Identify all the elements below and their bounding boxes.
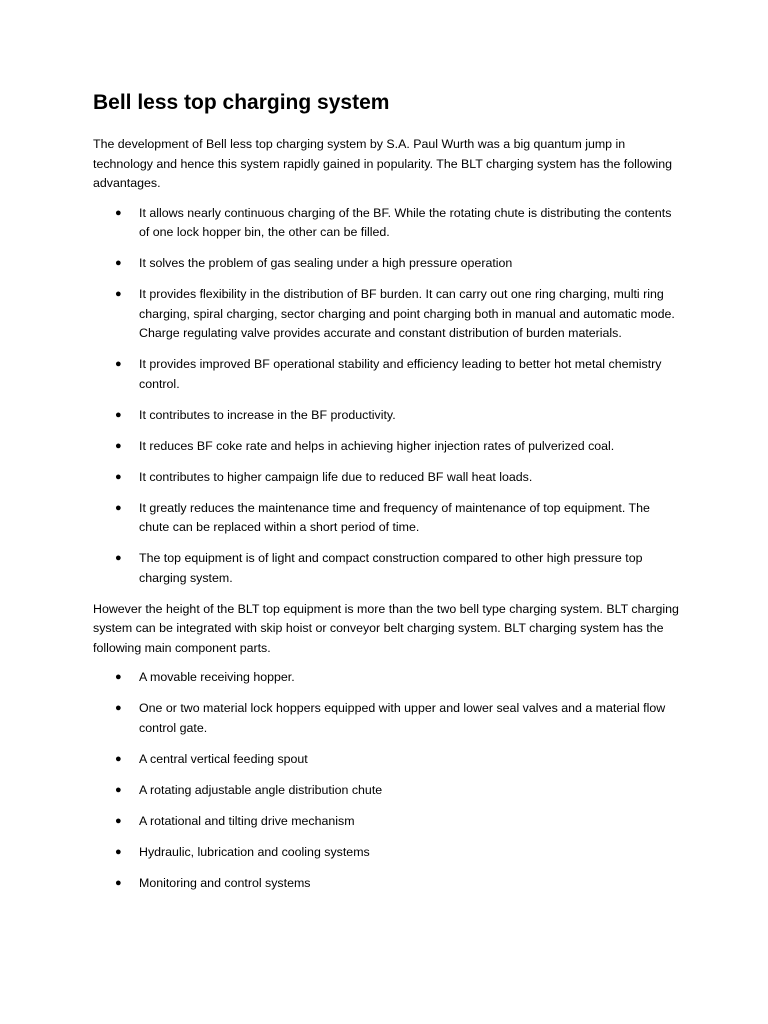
advantage-item-text: It contributes to higher campaign life due to reduced BF wall heat loads.	[139, 469, 533, 484]
advantage-item	[93, 406, 683, 426]
bullet-icon: ●	[115, 501, 122, 514]
bullet-icon: ●	[115, 206, 122, 219]
bullet-icon: ●	[115, 257, 122, 269]
component-item	[93, 750, 683, 770]
bullet-icon: ●	[115, 439, 122, 452]
components-intro-paragraph: However the height of the BLT top equipment is more than the two bell type charging system. BLT charging system can be integrated with skip hoist or conveyor belt charging system. BLT charging system has the following main component parts.	[93, 601, 679, 655]
bullet-icon: ●	[115, 358, 122, 370]
component-item	[93, 874, 683, 894]
advantages-list	[93, 204, 683, 589]
advantage-item-text: It reduces BF coke rate and helps in achieving higher injection rates of pulverized coal.	[139, 438, 615, 453]
advantage-item-text: It solves the problem of gas sealing under a high pressure operation	[139, 256, 513, 270]
advantage-item-text: It allows nearly continuous charging of the BF. While the rotating chute is distributing the contents of one lock hopper bin, the other can be filled.	[139, 205, 672, 239]
advantage-item-text: It contributes to increase in the BF productivity.	[139, 407, 396, 422]
advantage-item	[93, 499, 683, 538]
bullet-icon: ●	[115, 845, 122, 858]
advantage-item-text: The top equipment is of light and compact construction compared to other high pressure top charging system.	[139, 551, 643, 585]
component-item	[93, 843, 683, 863]
bullet-icon: ●	[115, 552, 122, 564]
component-item	[93, 699, 683, 738]
bullet-icon: ●	[115, 288, 122, 300]
advantage-item	[93, 285, 683, 344]
bullet-icon: ●	[115, 783, 122, 796]
advantage-item-text: It provides improved BF operational stability and efficiency leading to better hot metal chemistry control.	[139, 357, 662, 391]
bullet-icon: ●	[115, 752, 122, 765]
component-item-text: A rotational and tilting drive mechanism	[139, 813, 355, 828]
bullet-icon: ●	[115, 702, 122, 714]
bullet-icon: ●	[115, 876, 122, 889]
component-item-text: One or two material lock hoppers equipped with upper and lower seal valves and a material flow control gate.	[139, 701, 666, 735]
intro-paragraph: The development of Bell less top charging system by S.A. Paul Wurth was a big quantum jump in technology and hence this system rapidly gained in popularity. The BLT charging system has the following advantages.	[93, 137, 673, 190]
component-item-text: A movable receiving hopper.	[139, 670, 295, 684]
advantage-item	[93, 254, 683, 274]
advantage-item	[93, 437, 683, 457]
component-item	[93, 812, 683, 832]
document-title: Bell less top charging system	[93, 91, 390, 114]
advantage-item-text: It greatly reduces the maintenance time and frequency of maintenance of top equipment. The chute can be replaced within a short period of time.	[139, 500, 650, 534]
advantage-item	[93, 355, 683, 394]
advantage-item-text: It provides flexibility in the distribution of BF burden. It can carry out one ring charging, multi ring charging, spiral charging, sector charging and point charging both in manual and automatic mode. Charge regulating valve provides accurate and constant distribution of burden materials.	[139, 287, 675, 340]
component-item-text: A central vertical feeding spout	[139, 751, 308, 766]
advantage-item	[93, 549, 683, 588]
bullet-icon: ●	[115, 408, 122, 421]
component-item-text: Hydraulic, lubrication and cooling systems	[139, 844, 370, 859]
document-content	[93, 88, 683, 905]
component-item	[93, 781, 683, 801]
components-list	[93, 668, 683, 893]
bullet-icon: ●	[115, 470, 122, 483]
component-item	[93, 668, 683, 688]
advantage-item	[93, 204, 683, 243]
component-item-text: A rotating adjustable angle distribution chute	[139, 782, 383, 797]
advantage-item	[93, 468, 683, 488]
bullet-icon: ●	[115, 814, 122, 827]
component-item-text: Monitoring and control systems	[139, 875, 311, 890]
bullet-icon: ●	[115, 671, 122, 683]
